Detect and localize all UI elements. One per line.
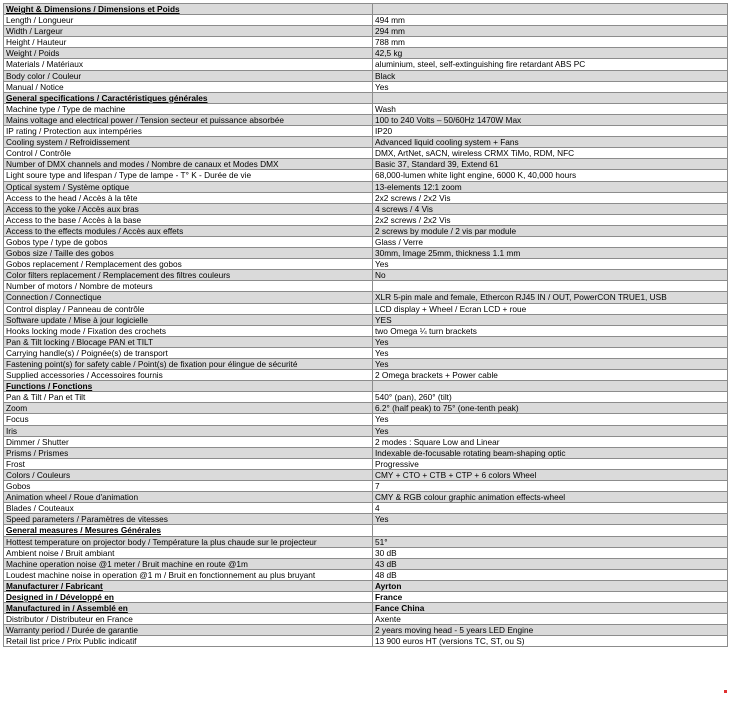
spec-label-cell[interactable]: Access to the effects modules / Accès aux effets — [4, 225, 373, 236]
section-title-cell[interactable]: Functions / Fonctions — [4, 381, 373, 392]
spec-row — [4, 347, 728, 358]
spec-label-cell[interactable]: IP rating / Protection aux intempéries — [4, 126, 373, 137]
spec-value-cell[interactable]: Yes — [373, 414, 728, 425]
spec-value-cell[interactable]: 51° — [373, 536, 728, 547]
spec-value-cell[interactable]: 13-elements 12:1 zoom — [373, 181, 728, 192]
spec-row — [4, 15, 728, 26]
spec-value-cell[interactable]: 2x2 screws / 2x2 Vis — [373, 192, 728, 203]
spec-value-cell[interactable]: Basic 37, Standard 39, Extend 61 — [373, 159, 728, 170]
spec-label-cell[interactable]: Frost — [4, 458, 373, 469]
spec-label-cell[interactable]: Machine operation noise @1 meter / Bruit machine en route @1m — [4, 558, 373, 569]
spec-label-cell[interactable]: Dimmer / Shutter — [4, 436, 373, 447]
spec-label-cell[interactable]: Colors / Couleurs — [4, 469, 373, 480]
spec-row — [4, 148, 728, 159]
spec-label-cell[interactable]: Pan & Tilt / Pan et Tilt — [4, 392, 373, 403]
spec-row — [4, 359, 728, 370]
spec-value-cell[interactable]: Yes — [373, 425, 728, 436]
spec-label-cell[interactable]: Fastening point(s) for safety cable / Point(s) de fixation pour élingue de sécurité — [4, 359, 373, 370]
spec-value-cell[interactable]: 48 dB — [373, 569, 728, 580]
cell-corner-marker — [724, 690, 727, 693]
spec-value-cell[interactable]: 2 Omega brackets + Power cable — [373, 370, 728, 381]
spec-value-cell[interactable]: 494 mm — [373, 15, 728, 26]
spec-row — [4, 236, 728, 247]
spec-value-cell[interactable]: 43 dB — [373, 558, 728, 569]
spec-sheet-table — [3, 3, 728, 647]
section-header-row — [4, 4, 728, 15]
section-title-cell[interactable]: Weight & Dimensions / Dimensions et Poids — [4, 4, 373, 15]
spec-label-cell[interactable]: Width / Largeur — [4, 26, 373, 37]
spec-row — [4, 225, 728, 236]
spec-row — [4, 414, 728, 425]
spec-value-cell[interactable]: 2 years moving head - 5 years LED Engine — [373, 625, 728, 636]
spec-label-cell[interactable]: Color filters replacement / Remplacement des filtres couleurs — [4, 270, 373, 281]
spec-value-cell[interactable] — [373, 4, 728, 15]
spec-label-cell[interactable]: Number of DMX channels and modes / Nombre de canaux et Modes DMX — [4, 159, 373, 170]
spec-value-cell[interactable]: Progressive — [373, 458, 728, 469]
section-title-cell[interactable]: General measures / Mesures Générales — [4, 525, 373, 536]
spec-value-cell[interactable]: aluminium, steel, self-extinguishing fire retardant ABS PC — [373, 59, 728, 70]
spec-row — [4, 325, 728, 336]
spec-row — [4, 392, 728, 403]
spec-value-cell[interactable]: CMY & RGB colour graphic animation effects-wheel — [373, 492, 728, 503]
spec-value-cell[interactable]: DMX, ArtNet, sACN, wireless CRMX TiMo, RDM, NFC — [373, 148, 728, 159]
spec-row — [4, 569, 728, 580]
spec-row — [4, 281, 728, 292]
spec-value-cell[interactable]: 4 — [373, 503, 728, 514]
spec-row — [4, 469, 728, 480]
spec-row — [4, 625, 728, 636]
spec-label-cell[interactable]: Manual / Notice — [4, 81, 373, 92]
spec-label-cell[interactable]: Optical system / Système optique — [4, 181, 373, 192]
spec-value-cell[interactable]: Yes — [373, 514, 728, 525]
spec-value-cell[interactable]: CMY + CTO + CTB + CTP + 6 colors Wheel — [373, 469, 728, 480]
spec-value-cell[interactable]: two Omega ¼ turn brackets — [373, 325, 728, 336]
spec-row — [4, 192, 728, 203]
spec-value-cell[interactable] — [373, 281, 728, 292]
spec-value-cell[interactable]: 13 900 euros HT (versions TC, ST, ou S) — [373, 636, 728, 647]
spec-row — [4, 248, 728, 259]
spec-value-cell[interactable]: Black — [373, 70, 728, 81]
spec-row — [4, 536, 728, 547]
spec-row — [4, 447, 728, 458]
spec-label-cell[interactable]: Retail list price / Prix Public indicatif — [4, 636, 373, 647]
spec-value-cell[interactable]: France — [373, 591, 728, 602]
spec-label-cell[interactable]: Ambient noise / Bruit ambiant — [4, 547, 373, 558]
spec-label-cell[interactable]: Gobos replacement / Remplacement des gobos — [4, 259, 373, 270]
spec-row — [4, 292, 728, 303]
spec-row — [4, 214, 728, 225]
section-title-cell[interactable]: General specifications / Caractéristiques générales — [4, 92, 373, 103]
spec-label-cell[interactable]: Access to the yoke / Accès aux bras — [4, 203, 373, 214]
spec-label-cell[interactable]: Hottest temperature on projector body / Température la plus chaude sur le projecteur — [4, 536, 373, 547]
spec-value-cell[interactable] — [373, 525, 728, 536]
spec-label-cell[interactable]: Mains voltage and electrical power / Tension secteur et puissance absorbée — [4, 114, 373, 125]
spec-label-cell[interactable]: Carrying handle(s) / Poignée(s) de transport — [4, 347, 373, 358]
spec-row — [4, 336, 728, 347]
spec-value-cell[interactable]: Yes — [373, 81, 728, 92]
spec-row — [4, 503, 728, 514]
spec-row — [4, 37, 728, 48]
spec-label-cell[interactable]: Distributor / Distributeur en France — [4, 614, 373, 625]
spec-value-cell[interactable]: Yes — [373, 359, 728, 370]
spec-row — [4, 26, 728, 37]
spec-row — [4, 303, 728, 314]
spec-label-cell[interactable]: Prisms / Prismes — [4, 447, 373, 458]
spec-label-cell[interactable]: Zoom — [4, 403, 373, 414]
spec-value-cell[interactable]: Glass / Verre — [373, 236, 728, 247]
spec-value-cell[interactable]: 68,000-lumen white light engine, 6000 K, 40,000 hours — [373, 170, 728, 181]
spec-row — [4, 436, 728, 447]
spec-value-cell[interactable]: 30mm, Image 25mm, thickness 1.1 mm — [373, 248, 728, 259]
spec-label-cell[interactable]: Speed parameters / Paramètres de vitesses — [4, 514, 373, 525]
spec-value-cell[interactable]: Wash — [373, 103, 728, 114]
spec-label-cell[interactable]: Gobos — [4, 481, 373, 492]
spec-value-cell[interactable]: 6.2° (half peak) to 75° (one-tenth peak) — [373, 403, 728, 414]
spec-value-cell[interactable]: XLR 5-pin male and female, Ethercon RJ45 IN / OUT, PowerCON TRUE1, USB — [373, 292, 728, 303]
section-header-row — [4, 591, 728, 602]
spec-row — [4, 114, 728, 125]
spec-value-cell[interactable]: Advanced liquid cooling system + Fans — [373, 137, 728, 148]
spec-label-cell[interactable]: Length / Longueur — [4, 15, 373, 26]
spec-value-cell[interactable]: Indexable de-focusable rotating beam-shaping optic — [373, 447, 728, 458]
spec-row — [4, 614, 728, 625]
section-title-cell[interactable]: Manufactured in / Assemblé en — [4, 603, 373, 614]
spec-value-cell[interactable]: Yes — [373, 336, 728, 347]
spec-label-cell[interactable]: Focus — [4, 414, 373, 425]
spec-row — [4, 314, 728, 325]
spec-label-cell[interactable]: Supplied accessories / Accessoires fournis — [4, 370, 373, 381]
section-header-row — [4, 580, 728, 591]
spec-row — [4, 403, 728, 414]
spec-label-cell[interactable]: Animation wheel / Roue d'animation — [4, 492, 373, 503]
spec-label-cell[interactable]: Gobos size / Taille des gobos — [4, 248, 373, 259]
spec-label-cell[interactable]: Machine type / Type de machine — [4, 103, 373, 114]
spec-row — [4, 48, 728, 59]
spec-row — [4, 370, 728, 381]
spec-label-cell[interactable]: Materials / Matériaux — [4, 59, 373, 70]
spec-value-cell[interactable]: YES — [373, 314, 728, 325]
section-header-row — [4, 603, 728, 614]
spec-row — [4, 458, 728, 469]
spec-label-cell[interactable]: Cooling system / Refroidissement — [4, 137, 373, 148]
section-title-cell[interactable]: Manufacturer / Fabricant — [4, 580, 373, 591]
spec-row — [4, 259, 728, 270]
spec-label-cell[interactable]: Gobos type / type de gobos — [4, 236, 373, 247]
spec-value-cell[interactable]: 42,5 kg — [373, 48, 728, 59]
spec-value-cell[interactable]: Axente — [373, 614, 728, 625]
spec-label-cell[interactable]: Loudest machine noise in operation @1 m / Bruit en fonctionnement au plus bruyant — [4, 569, 373, 580]
spec-row — [4, 181, 728, 192]
spec-row — [4, 137, 728, 148]
spec-row — [4, 103, 728, 114]
spec-row — [4, 170, 728, 181]
spec-row — [4, 59, 728, 70]
spec-value-cell[interactable] — [373, 92, 728, 103]
spec-value-cell[interactable]: Fance China — [373, 603, 728, 614]
spec-row — [4, 159, 728, 170]
spec-label-cell[interactable]: Connection / Connectique — [4, 292, 373, 303]
spec-label-cell[interactable]: Height / Hauteur — [4, 37, 373, 48]
spec-value-cell[interactable] — [373, 381, 728, 392]
spec-label-cell[interactable]: Blades / Couteaux — [4, 503, 373, 514]
spec-row — [4, 270, 728, 281]
section-title-cell[interactable]: Designed in / Développé en — [4, 591, 373, 602]
spec-value-cell[interactable]: LCD display + Wheel / Ecran LCD + roue — [373, 303, 728, 314]
spec-row — [4, 126, 728, 137]
spec-label-cell[interactable]: Warranty period / Durée de garantie — [4, 625, 373, 636]
spec-label-cell[interactable]: Software update / Mise à jour logicielle — [4, 314, 373, 325]
spec-label-cell[interactable]: Light soure type and lifespan / Type de lampe - T° K - Durée de vie — [4, 170, 373, 181]
spec-row — [4, 81, 728, 92]
spec-row — [4, 547, 728, 558]
spec-label-cell[interactable]: Access to the head / Accès à la tête — [4, 192, 373, 203]
spec-value-cell[interactable]: 2 modes : Square Low and Linear — [373, 436, 728, 447]
spec-label-cell[interactable]: Control display / Panneau de contrôle — [4, 303, 373, 314]
spec-value-cell[interactable]: 30 dB — [373, 547, 728, 558]
spec-label-cell[interactable]: Access to the base / Accès à la base — [4, 214, 373, 225]
spec-value-cell[interactable]: Ayrton — [373, 580, 728, 591]
spec-value-cell[interactable]: 788 mm — [373, 37, 728, 48]
spec-label-cell[interactable]: Number of motors / Nombre de moteurs — [4, 281, 373, 292]
spec-label-cell[interactable]: Iris — [4, 425, 373, 436]
spec-value-cell[interactable]: IP20 — [373, 126, 728, 137]
spec-value-cell[interactable]: 4 screws / 4 Vis — [373, 203, 728, 214]
spec-row — [4, 514, 728, 525]
spec-value-cell[interactable]: 7 — [373, 481, 728, 492]
spec-row — [4, 558, 728, 569]
spec-label-cell[interactable]: Pan & Tilt locking / Blocage PAN et TILT — [4, 336, 373, 347]
spec-row — [4, 481, 728, 492]
spec-value-cell[interactable]: 100 to 240 Volts – 50/60Hz 1470W Max — [373, 114, 728, 125]
section-header-row — [4, 92, 728, 103]
spec-value-cell[interactable]: Yes — [373, 259, 728, 270]
spec-label-cell[interactable]: Hooks locking mode / Fixation des crochets — [4, 325, 373, 336]
spec-row — [4, 70, 728, 81]
spec-value-cell[interactable]: Yes — [373, 347, 728, 358]
spec-value-cell[interactable]: No — [373, 270, 728, 281]
section-header-row — [4, 525, 728, 536]
spec-value-cell[interactable]: 540° (pan), 260° (tilt) — [373, 392, 728, 403]
spec-row — [4, 636, 728, 647]
spec-value-cell[interactable]: 2x2 screws / 2x2 Vis — [373, 214, 728, 225]
spec-label-cell[interactable]: Weight / Poids — [4, 48, 373, 59]
spec-row — [4, 203, 728, 214]
spec-row — [4, 492, 728, 503]
spec-value-cell[interactable]: 294 mm — [373, 26, 728, 37]
spec-row — [4, 425, 728, 436]
spec-label-cell[interactable]: Control / Contrôle — [4, 148, 373, 159]
spec-sheet-body — [4, 4, 728, 647]
section-header-row — [4, 381, 728, 392]
spec-label-cell[interactable]: Body color / Couleur — [4, 70, 373, 81]
spec-value-cell[interactable]: 2 screws by module / 2 vis par module — [373, 225, 728, 236]
